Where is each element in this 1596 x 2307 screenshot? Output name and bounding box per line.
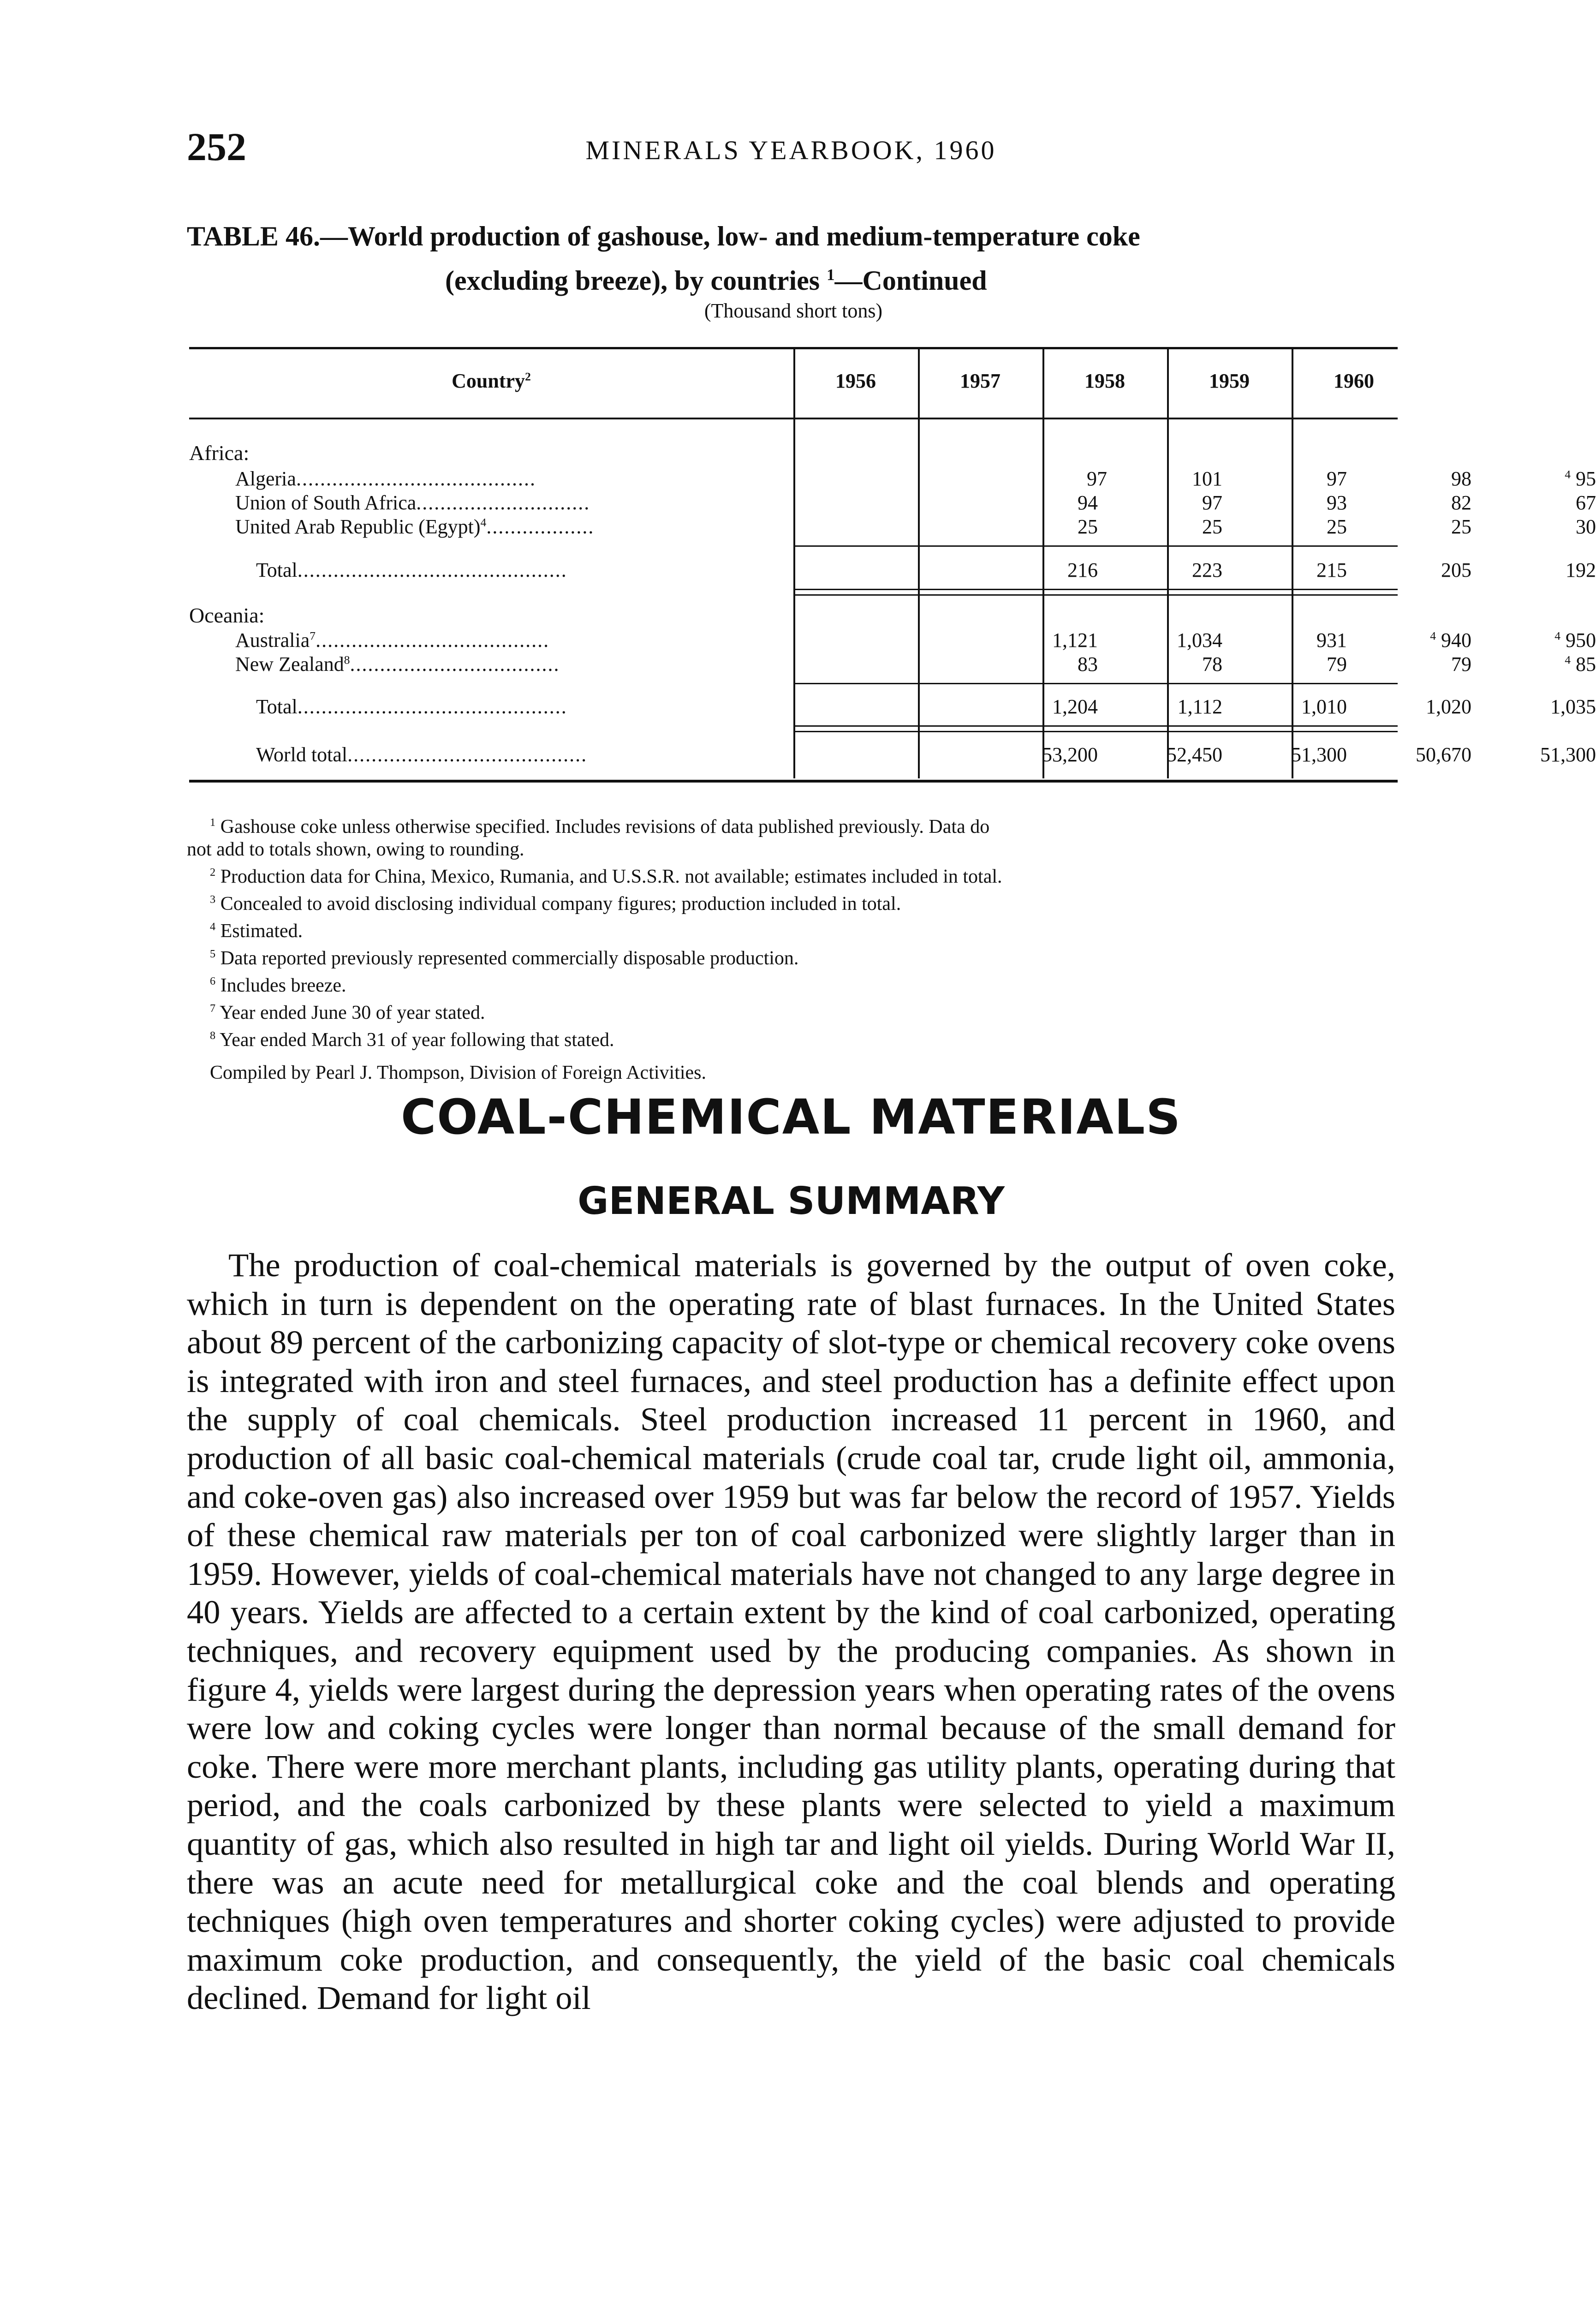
cell: 97 (1087, 467, 1107, 490)
country-header-label: Country (452, 370, 525, 392)
cell-footnote: 4 (1565, 467, 1571, 481)
footnote-number: 1 (210, 816, 216, 829)
cell: 25 (1202, 515, 1222, 538)
body-paragraph: The production of coal-chemical materials is governed by the output of oven coke, which in turn is dependent on the operating rate of blast furnaces. In the United States about 89 percent of the carbonizing capacity of slot-type or chemical recovery coke ovens is integrated with iron and steel furnaces, and steel production has a definite effect upon the supply of coal chemicals. Steel production increased 11 percent in 1960, and production of all basic coal-chemical materials (crude coal tar, crude light oil, ammonia, and coke-oven gas) also increased over 1959 but was far below the record of 1957. Yields of these chemical raw materials per ton of coal carbonized were slightly larger than in 1959. However, yields of coal-chemical materials have not changed to any large degree in 40 years. Yields are affected to a certain extent by the kind of coal carbonized, operating techniques, and recovery equipment used by the producing companies. As shown in figure 4, yields were largest during the depression years when operating rates of the ovens were low and coking cycles were longer than normal because of the small demand for coke. There were more merchant plants, including gas utility plants, operating during that period, and the coals carbonized by these plants were selected to yield a maximum quantity of gas, which also resulted in high tar and light oil yields. During World War II, there was an acute need for metallurgical coke and the coal blends and operating techniques (high oven temperatures and shorter coking cycles) were adjusted to provide maximum coke production, and consequently, the yield of the basic coal chemicals declined. Demand for light oil (187, 1246, 1395, 2017)
footnote-text: Gashouse coke unless otherwise specified. Includes revisions of data published previously. Data do (220, 816, 990, 837)
table-title-suffix: —Continued (834, 265, 987, 296)
cell: 25 (1078, 515, 1098, 538)
row-label: Total (256, 559, 298, 581)
cell: 52,450 (1167, 743, 1222, 766)
group-heading-africa: Africa: (189, 441, 250, 465)
row-label: World total (256, 743, 348, 766)
cell: 192 (1566, 559, 1596, 581)
group-heading-oceania: Oceania: (189, 604, 265, 627)
cell: 51,300 (1291, 743, 1347, 766)
footnote-text: not add to totals shown, owing to rounding. (187, 839, 524, 860)
footnote-text: Includes breeze. (220, 975, 346, 996)
cell-footnote: 4 (1430, 629, 1436, 643)
journal-title: MINERALS YEARBOOK, 1960 (585, 135, 997, 165)
cell: 205 (1441, 559, 1471, 581)
country-column-header (189, 369, 793, 393)
footnote-text: Concealed to avoid disclosing individual company figures; production included in total. (220, 893, 901, 914)
cell: 82 (1451, 491, 1471, 514)
world-total-row: World total........................................ 53,200 52,450 51,300 50,670 51,300 (256, 743, 1596, 766)
year-column-header: 1959 (1209, 370, 1250, 392)
row-label: Australia (235, 629, 310, 651)
footnote-text: Year ended March 31 of year following that stated. (220, 1029, 614, 1051)
cell: 1,112 (1177, 695, 1222, 718)
row-label: United Arab Republic (Egypt) (235, 515, 481, 538)
footnote-number: 7 (210, 1002, 216, 1015)
running-head (187, 124, 1395, 179)
year-column-header: 1958 (1084, 370, 1125, 392)
row-label: New Zealand (235, 653, 344, 675)
table-bottom-rule (189, 780, 1398, 783)
subtotal-rule (793, 683, 1398, 684)
cell: 30 (1576, 515, 1596, 538)
cell: 67 (1576, 491, 1596, 514)
row-label: Union of South Africa (235, 491, 417, 514)
cell: 101 (1192, 467, 1222, 490)
cell: 1,035 (1550, 695, 1596, 718)
cell: 51,300 (1540, 743, 1596, 766)
cell: 50,670 (1416, 743, 1471, 766)
cell: 93 (1327, 491, 1347, 514)
footnote-text: Production data for China, Mexico, Rumania, and U.S.S.R. not available; estimates included in total. (220, 866, 1002, 887)
cell: 53,200 (1042, 743, 1098, 766)
footnote-number: 2 (210, 866, 216, 879)
total-rule (793, 594, 1398, 596)
row-footnote: 4 (480, 515, 487, 529)
table-row: Union of South Africa............................. 94 97 93 82 67 (235, 491, 1596, 514)
year-column-header: 1960 (1334, 370, 1374, 392)
cell: 223 (1192, 559, 1222, 581)
cell-footnote: 4 (1565, 653, 1571, 667)
cell: 216 (1067, 559, 1098, 581)
footnote-text: Year ended June 30 of year stated. (220, 1002, 485, 1023)
cell: 1,204 (1052, 695, 1098, 718)
cell-footnote: 4 (1554, 629, 1560, 643)
cell: 97 (1327, 467, 1347, 490)
table-unit: (Thousand short tons) (704, 299, 883, 322)
table-title-footnote: 1 (827, 266, 835, 284)
cell: 25 (1451, 515, 1471, 538)
table-row: Algeria........................................ 97 101 97 98 $^4$ 95 (235, 467, 1596, 490)
row-label: Algeria (235, 467, 296, 490)
section-subtitle: GENERAL SUMMARY (578, 1179, 1005, 1223)
cell: 1,010 (1301, 695, 1347, 718)
cell: 83 (1078, 653, 1098, 675)
cell: 79 (1451, 653, 1471, 675)
table-title (187, 217, 1405, 300)
cell: 79 (1327, 653, 1347, 675)
total-row: Total............................................. 216 223 215 205 192 (256, 559, 1596, 581)
table-row: United Arab Republic (Egypt)$^4$.................. 25 25 25 25 30 (235, 515, 1596, 538)
footnote-number: 6 (210, 975, 216, 987)
cell: 25 (1327, 515, 1347, 538)
cell: 98 (1451, 467, 1471, 490)
year-column-header: 1957 (960, 370, 1000, 392)
section-title: COAL-CHEMICAL MATERIALS (400, 1089, 1182, 1145)
cell: 94 (1078, 491, 1098, 514)
total-rule (793, 725, 1398, 727)
footnote-text: Data reported previously represented commercially disposable production. (220, 948, 799, 969)
total-row: Total............................................. 1,204 1,112 1,010 1,020 1,035 (256, 695, 1596, 718)
year-column-header: 1956 (835, 370, 876, 392)
table-title-line1: TABLE 46.—World production of gashouse, low- and medium-temperature coke (187, 221, 1140, 251)
cell: 1,020 (1426, 695, 1471, 718)
row-footnote: 7 (310, 629, 316, 643)
cell: 940 (1441, 629, 1471, 651)
row-footnote: 8 (344, 653, 350, 667)
cell: 85 (1576, 653, 1596, 675)
total-rule (793, 731, 1398, 732)
footnote-number: 8 (210, 1029, 216, 1042)
page-number: 252 (187, 125, 246, 169)
table-row: New Zealand$^8$................................... 83 78 79 79 $^4$ 85 (235, 653, 1596, 675)
footnote-number: 4 (210, 920, 216, 933)
cell: 97 (1202, 491, 1222, 514)
footnote-text: Estimated. (220, 920, 303, 942)
cell: 950 (1566, 629, 1596, 651)
cell: 215 (1316, 559, 1347, 581)
table-row: Australia$^7$....................................... 1,121 1,034 931 $^4$ 940 $^4$ 950 (235, 629, 1596, 651)
subtotal-rule (793, 545, 1398, 547)
total-rule (793, 589, 1398, 590)
cell: 1,034 (1177, 629, 1222, 651)
row-label: Total (256, 695, 298, 718)
cell: 931 (1316, 629, 1347, 651)
compiled-by: Compiled by Pearl J. Thompson, Division of Foreign Activities. (210, 1062, 707, 1083)
footnote-number: 5 (210, 948, 216, 960)
country-header-footnote: 2 (525, 370, 531, 383)
cell: 1,121 (1052, 629, 1098, 651)
cell: 78 (1202, 653, 1222, 675)
cell: 95 (1576, 467, 1596, 490)
table-footnotes (187, 811, 1405, 1084)
footnote-number: 3 (210, 893, 216, 906)
table-title-line2: (excluding breeze), by countries (445, 265, 820, 296)
